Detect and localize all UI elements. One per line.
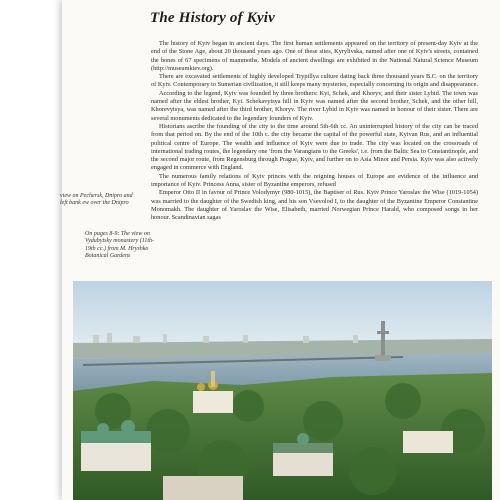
paragraph: Emperor Otto II in favour of Prince Volodymyr (980-1015), the Baptiser of Rus. Kyiv Prince Yaroslav the Wise (1019-1054) was married to the daughter of the Swedish king, and his son Vsevolod I, to the daughter of the Byzantine Emperor Constantine Monomakh. The daughter of Yaroslav the Wise, Elisabeth, married Norwegian Prince Harald, who composed songs in her honour. Scandinavian sagas [151,189,478,222]
paragraph: Historians ascribe the founding of the city to the time around 5th-6th cc. An uninterrupted history of the city can be traced from that period on. By the end of the 10th c. the city became the capital of the powerful state, Kyivan Rus, and an influential political centre of Europe. The wealth and influence of Kyiv were due to trade. The city was located on the crossroads of international trading routes, the legendary one 'from the Varangians to the Greeks', i.e. from the Baltic Sea to Constantinople, and the second major route, from Regensburg through Prague, Kyiv, and further on to Asia Minor and Persia. Kyiv was also actively engaged in commerce with England. [151,122,478,172]
left-page-margin [0,0,62,500]
paragraph: According to the legend, Kyiv was founded by three brothers: Kyi, Schek, and Khoryv, and their sister Lybid. The town was named after the eldest brother, Kyi. Schekavytsya hill in Kyiv was named after the second brother, Schek, and the other hill, Khorevytsya, was named after the third brother, Khoryv. The river Lybid in Kyiv was named in honour of their sister. There are several monuments dedicated to the legendary founders of Kyiv. [151,89,478,122]
paragraph: The history of Kyiv began in ancient days. The first human settlements appeared on the territory of present-day Kyiv at the end of the Stone Age, about 20 thousand years ago. One of these sites, Kyrylivska, named after one of Kyiv's streets, contained the bones of 67 specimens of mammoths. Models of ancient dwellings are exhibited in the National Natural Science Museum (http://museumkiev.org). [151,40,478,72]
article-body [151,40,478,223]
paragraph: There are excavated settlements of highly developed Trypillya culture dating back three thousand years B.C. on the territory of Kyiv. Contemporary to Sumerian civilization, it still keeps many mysteries, especially concerning its origin and disappearance. [151,73,478,89]
photo-caption-pages-reference: On pages 8-9: The view on Vydubytsky monastery (11th-19th cc.) from M. Hryshko Botanical Gardens [85,231,154,260]
page-title: The History of Kyiv [150,10,276,26]
panorama-illustration [73,281,492,500]
paragraph: The numerous family relations of Kyiv princes with the reigning houses of Europe are evidence of the influence and importance of Kyiv. Princess Anna, sister of Byzantine emperors, refused [151,172,478,189]
kyiv-panorama-photo [73,281,492,500]
photo-caption-left: view on Pechersk, Dnipro and left bank ew over the Dnipro [60,193,133,207]
